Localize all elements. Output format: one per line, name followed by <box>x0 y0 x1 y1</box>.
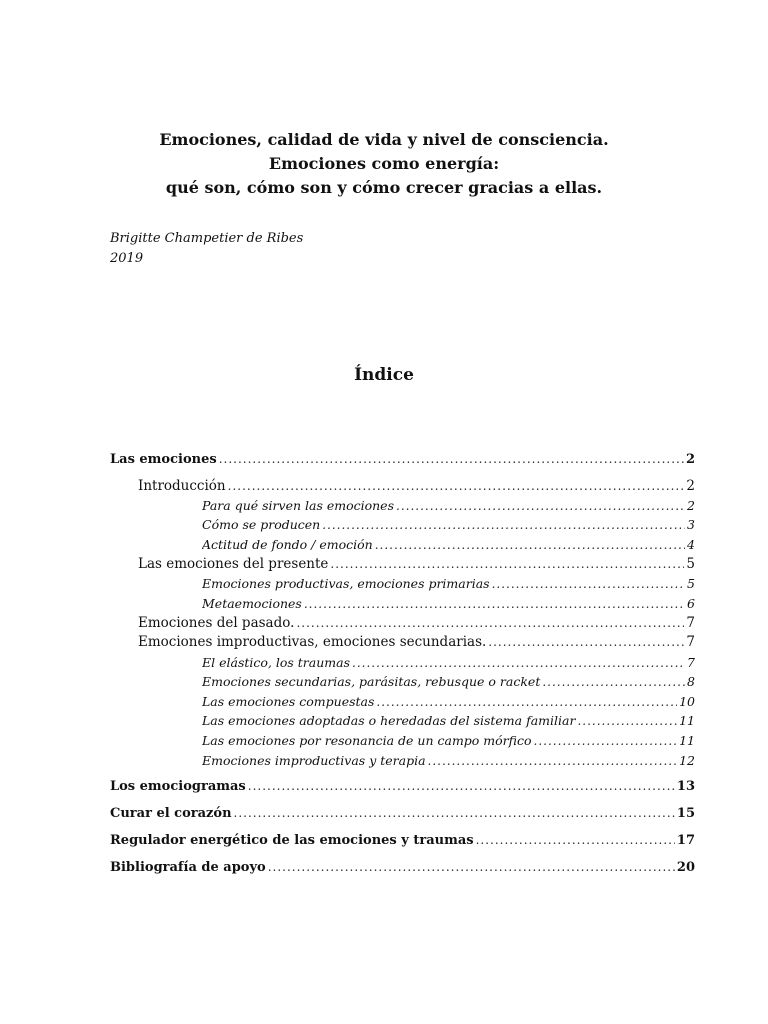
toc-entry-page: 7 <box>687 655 695 670</box>
toc-entry[interactable] <box>110 779 695 794</box>
toc-entry-label: Emociones improductivas y terapia <box>202 753 426 768</box>
toc-entry-label: Emociones secundarias, parásitas, rebusque o racket <box>202 674 541 689</box>
toc-entry[interactable] <box>202 753 695 768</box>
toc-entry[interactable] <box>202 655 695 670</box>
toc-entry-label: Introducción <box>138 478 226 494</box>
document-title <box>0 128 768 200</box>
dot-leader <box>322 518 685 532</box>
toc-entry-label: Las emociones adoptadas o heredadas del sistema familiar <box>202 713 576 728</box>
toc-entry-page: 5 <box>686 556 695 572</box>
toc-entry[interactable] <box>138 478 695 494</box>
toc-entry-label: Metaemociones <box>202 596 302 611</box>
toc-entry-page: 8 <box>687 674 695 689</box>
toc-entry[interactable] <box>110 452 695 467</box>
toc-entry-label: El elástico, los traumas <box>202 655 350 670</box>
dot-leader <box>492 577 685 591</box>
toc-entry-label: Las emociones del presente <box>138 556 329 572</box>
toc-entry-label: Emociones improductivas, emociones secundarias. <box>138 634 487 650</box>
toc-entry-page: 7 <box>686 634 695 650</box>
dot-leader <box>428 754 678 768</box>
toc-entry-page: 2 <box>685 452 695 467</box>
toc-entry-label: Las emociones <box>110 452 217 467</box>
publication-year: 2019 <box>110 251 144 266</box>
toc-entry-page: 11 <box>679 713 695 728</box>
toc-entry[interactable] <box>202 694 695 709</box>
toc-entry[interactable] <box>202 517 695 532</box>
title-line-1: Emociones, calidad de vida y nivel de consciencia. <box>159 130 609 149</box>
toc-entry[interactable] <box>202 674 695 689</box>
toc-entry-label: Actitud de fondo / emoción <box>202 537 373 552</box>
dot-leader <box>396 499 685 513</box>
author-block <box>110 229 303 269</box>
dot-leader <box>476 833 675 847</box>
toc-entry[interactable] <box>138 556 695 572</box>
toc-entry-label: Las emociones compuestas <box>202 694 375 709</box>
dot-leader <box>296 616 684 630</box>
toc-entry[interactable] <box>202 537 695 552</box>
toc-entry-page: 11 <box>679 733 695 748</box>
toc-entry-label: Para qué sirven las emociones <box>202 498 394 513</box>
toc-entry[interactable] <box>110 806 695 821</box>
toc-entry[interactable] <box>202 713 695 728</box>
title-line-3: qué son, cómo son y cómo crecer gracias a ellas. <box>165 178 603 197</box>
toc-entry[interactable] <box>202 733 695 748</box>
toc-entry-label: Emociones del pasado. <box>138 615 295 631</box>
author-name: Brigitte Champetier de Ribes <box>110 231 304 246</box>
toc-entry-label: Los emociogramas <box>110 779 246 794</box>
toc-entry-page: 4 <box>687 537 695 552</box>
dot-leader <box>542 675 685 689</box>
title-line-2: Emociones como energía: <box>268 154 500 173</box>
toc-entry[interactable] <box>138 615 695 631</box>
dot-leader <box>268 860 675 874</box>
dot-leader <box>375 538 685 552</box>
toc-entry-page: 13 <box>676 779 695 794</box>
toc-entry-page: 20 <box>676 860 695 875</box>
toc-entry-page: 15 <box>676 806 695 821</box>
toc-entry-page: 7 <box>686 615 695 631</box>
toc-entry-label: Bibliografía de apoyo <box>110 860 266 875</box>
toc-entry-page: 10 <box>679 694 695 709</box>
dot-leader <box>577 714 677 728</box>
dot-leader <box>304 597 685 611</box>
toc-entry-page: 2 <box>687 498 695 513</box>
index-heading: Índice <box>354 365 414 385</box>
toc-entry-page: 5 <box>687 576 695 591</box>
toc-entry[interactable] <box>202 596 695 611</box>
dot-leader <box>488 635 684 649</box>
dot-leader <box>330 557 684 571</box>
toc-entry[interactable] <box>202 576 695 591</box>
toc-entry-label: Curar el corazón <box>110 806 232 821</box>
dot-leader <box>219 452 684 466</box>
toc-entry-page: 2 <box>686 478 695 494</box>
toc-entry[interactable] <box>110 860 695 875</box>
toc-entry-label: Las emociones por resonancia de un campo mórfico <box>202 733 532 748</box>
dot-leader <box>376 695 677 709</box>
dot-leader <box>248 779 675 793</box>
toc-entry-label: Emociones productivas, emociones primarias <box>202 576 490 591</box>
toc-entry[interactable] <box>110 833 695 848</box>
dot-leader <box>228 479 685 493</box>
toc-entry-page: 12 <box>679 753 695 768</box>
toc-entry-label: Cómo se producen <box>202 517 321 532</box>
toc-entry-label: Regulador energético de las emociones y traumas <box>110 833 474 848</box>
toc-entry-page: 17 <box>676 833 695 848</box>
toc-entry[interactable] <box>138 634 695 650</box>
toc-entry-page: 3 <box>687 517 695 532</box>
toc-entry[interactable] <box>202 498 695 513</box>
toc-entry-page: 6 <box>687 596 695 611</box>
dot-leader <box>534 734 678 748</box>
dot-leader <box>234 806 675 820</box>
dot-leader <box>352 656 685 670</box>
